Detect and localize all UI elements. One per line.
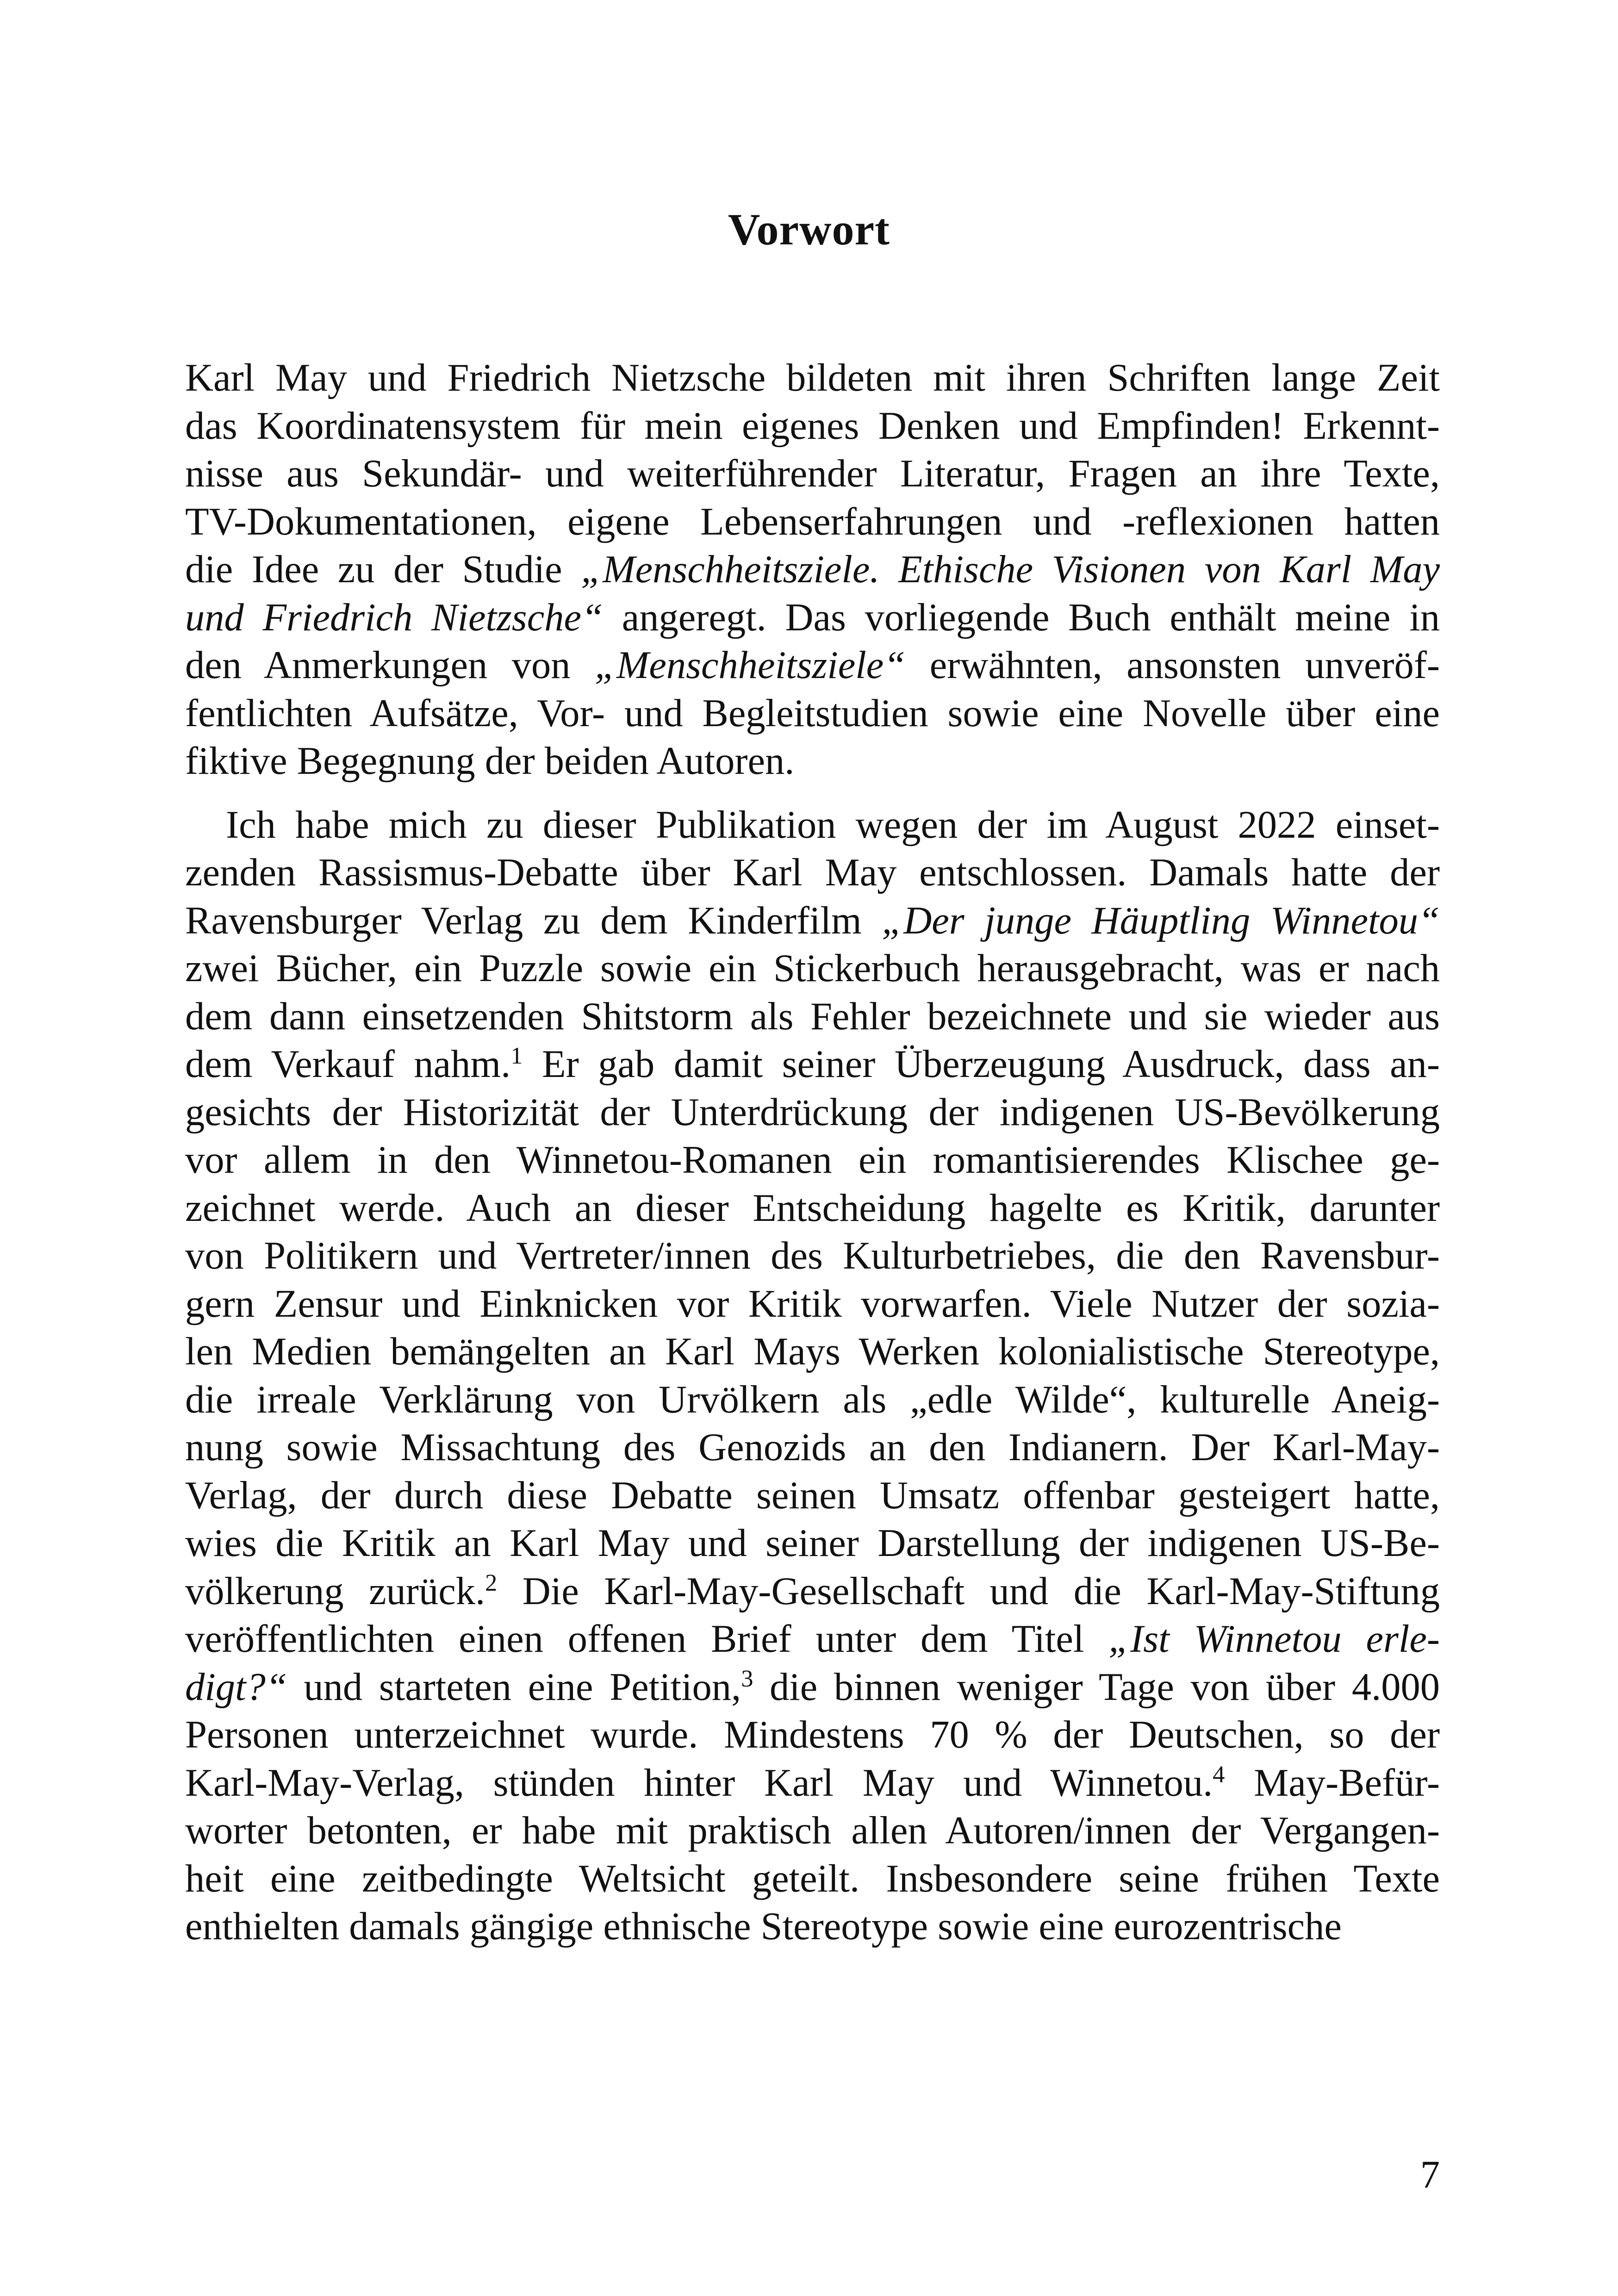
text-line (185, 1184, 1440, 1232)
text-run: fiktive Begegnung der beiden Autoren. (185, 740, 795, 783)
text-run: gern Zensur und Einknicken vor Kritik vorwarfen. Viele Nutzer der sozia- (185, 1282, 1440, 1325)
footnote-marker: 3 (741, 1665, 753, 1692)
footnote-marker: 4 (1213, 1761, 1225, 1788)
text-line (185, 690, 1440, 738)
text-run: dem dann einsetzenden Shitstorm als Fehler bezeichnete und sie wieder aus (185, 995, 1440, 1038)
paragraph-gap (185, 785, 1440, 801)
text-line (185, 897, 1440, 945)
text-run: TV-Dokumentationen, eigene Lebenserfahrungen und -reflexionen hatten (185, 500, 1440, 543)
text-run: May-Befür- (1225, 1761, 1440, 1804)
paragraph (185, 354, 1440, 785)
text-line (185, 1424, 1440, 1472)
chapter-title: Vorwort (728, 205, 890, 254)
italic-title-text: „Der junge Häuptling Winnetou“ (882, 899, 1440, 942)
text-line (185, 546, 1440, 594)
text-line (185, 450, 1440, 498)
text-line (185, 849, 1440, 897)
text-line (185, 641, 1440, 690)
text-line (185, 594, 1440, 642)
body-text (185, 354, 1440, 1951)
text-run: von Politikern und Vertreter/innen des Kulturbetriebes, die den Ravensbur- (185, 1234, 1440, 1277)
text-line (185, 993, 1440, 1041)
italic-title-text: digt?“ (185, 1665, 287, 1709)
text-line (185, 1136, 1440, 1184)
text-run: fentlichten Aufsätze, Vor- und Begleitstudien sowie eine Novelle über eine (185, 691, 1440, 735)
text-run: wies die Kritik an Karl May und seiner Darstellung der indigenen US-Be- (185, 1522, 1440, 1565)
text-line (185, 1280, 1440, 1328)
text-run: vor allem in den Winnetou-Romanen ein romantisierendes Klischee ge- (185, 1139, 1440, 1182)
text-line (185, 1519, 1440, 1568)
page-number: 7 (1420, 2153, 1440, 2196)
text-run: die Idee zu der Studie (185, 548, 581, 591)
text-run: zenden Rassismus-Debatte über Karl May entschlossen. Damals hatte der (185, 851, 1440, 894)
text-run: dem Verkauf nahm. (185, 1043, 511, 1086)
text-line (185, 1328, 1440, 1376)
text-run: gesichts der Historizität der Unterdrückung der indigenen US-Bevölkerung (185, 1090, 1440, 1134)
text-run: erwähnten, ansonsten unveröf- (905, 644, 1440, 687)
text-run: Karl May und Friedrich Nietzsche bildeten mit ihren Schriften lange Zeit (185, 356, 1440, 399)
text-line (185, 1040, 1440, 1089)
text-run: den Anmerkungen von (185, 644, 595, 687)
text-line (185, 402, 1440, 450)
text-run: zwei Bücher, ein Puzzle sowie ein Stickerbuch herausgebracht, was er nach (185, 947, 1440, 990)
text-line (185, 354, 1440, 402)
text-line (185, 801, 1440, 849)
text-run: Personen unterzeichnet wurde. Mindestens 70 % der Deutschen, so der (185, 1713, 1440, 1756)
text-run: heit eine zeitbedingte Weltsicht geteilt. Insbesondere seine frühen Texte (185, 1857, 1440, 1900)
text-run: nung sowie Missachtung des Genozids an den Indianern. Der Karl-May- (185, 1426, 1440, 1469)
text-run: zeichnet werde. Auch an dieser Entscheidung hagelte es Kritik, darunter (185, 1186, 1440, 1230)
text-line (185, 1759, 1440, 1807)
text-run: Ich habe mich zu dieser Publikation wegen der im August 2022 einset- (226, 803, 1440, 846)
text-line (185, 1089, 1440, 1137)
text-line (185, 1232, 1440, 1280)
text-line (185, 945, 1440, 993)
text-run: und starteten eine Petition, (287, 1665, 741, 1709)
italic-title-text: und Friedrich Nietzsche“ (185, 596, 603, 639)
text-line (185, 1903, 1440, 1951)
paragraph (185, 801, 1440, 1951)
text-run: die binnen weniger Tage von über 4.000 (753, 1665, 1440, 1709)
text-line (185, 1472, 1440, 1520)
text-run: Verlag, der durch diese Debatte seinen Umsatz offenbar gesteigert hatte, (185, 1474, 1440, 1517)
text-run: völkerung zurück. (185, 1569, 485, 1613)
italic-title-text: „Menschheitsziele. Ethische Visionen von Karl May (581, 548, 1440, 591)
text-run: nisse aus Sekundär- und weiterführender Literatur, Fragen an ihre Texte, (185, 452, 1440, 495)
text-line (185, 1663, 1440, 1711)
text-run: veröffentlichten einen offenen Brief unter dem Titel (185, 1618, 1109, 1661)
text-run: enthielten damals gängige ethnische Stereotype sowie eine eurozentrische (185, 1905, 1342, 1948)
text-run: len Medien bemängelten an Karl Mays Werken kolonialistische Stereotype, (185, 1330, 1440, 1373)
text-line (185, 1376, 1440, 1424)
text-run: Karl-May-Verlag, stünden hinter Karl May und Winnetou. (185, 1761, 1213, 1804)
text-run: Ravensburger Verlag zu dem Kinderfilm (185, 899, 882, 942)
text-run: Er gab damit seiner Überzeugung Ausdruck, dass an- (523, 1043, 1440, 1086)
text-line (185, 498, 1440, 546)
footnote-marker: 1 (510, 1042, 523, 1070)
italic-title-text: „Menschheitsziele“ (595, 644, 906, 687)
text-line (185, 1855, 1440, 1903)
text-line (185, 1615, 1440, 1663)
text-run: das Koordinatensystem für mein eigenes Denken und Empfinden! Erkennt- (185, 404, 1440, 448)
text-run: Die Karl-May-Gesellschaft und die Karl-May-Stiftung (497, 1569, 1440, 1613)
text-run: angeregt. Das vorliegende Buch enthält meine in (603, 596, 1440, 639)
text-line (185, 737, 1440, 785)
italic-title-text: „Ist Winnetou erle- (1108, 1618, 1440, 1661)
text-line (185, 1568, 1440, 1616)
footnote-marker: 2 (485, 1569, 498, 1596)
text-line (185, 1711, 1440, 1759)
text-line (185, 1807, 1440, 1855)
text-run: die irreale Verklärung von Urvölkern als „edle Wilde“, kulturelle Aneig- (185, 1378, 1440, 1421)
text-run: worter betonten, er habe mit praktisch allen Autoren/innen der Vergangen- (185, 1809, 1440, 1852)
